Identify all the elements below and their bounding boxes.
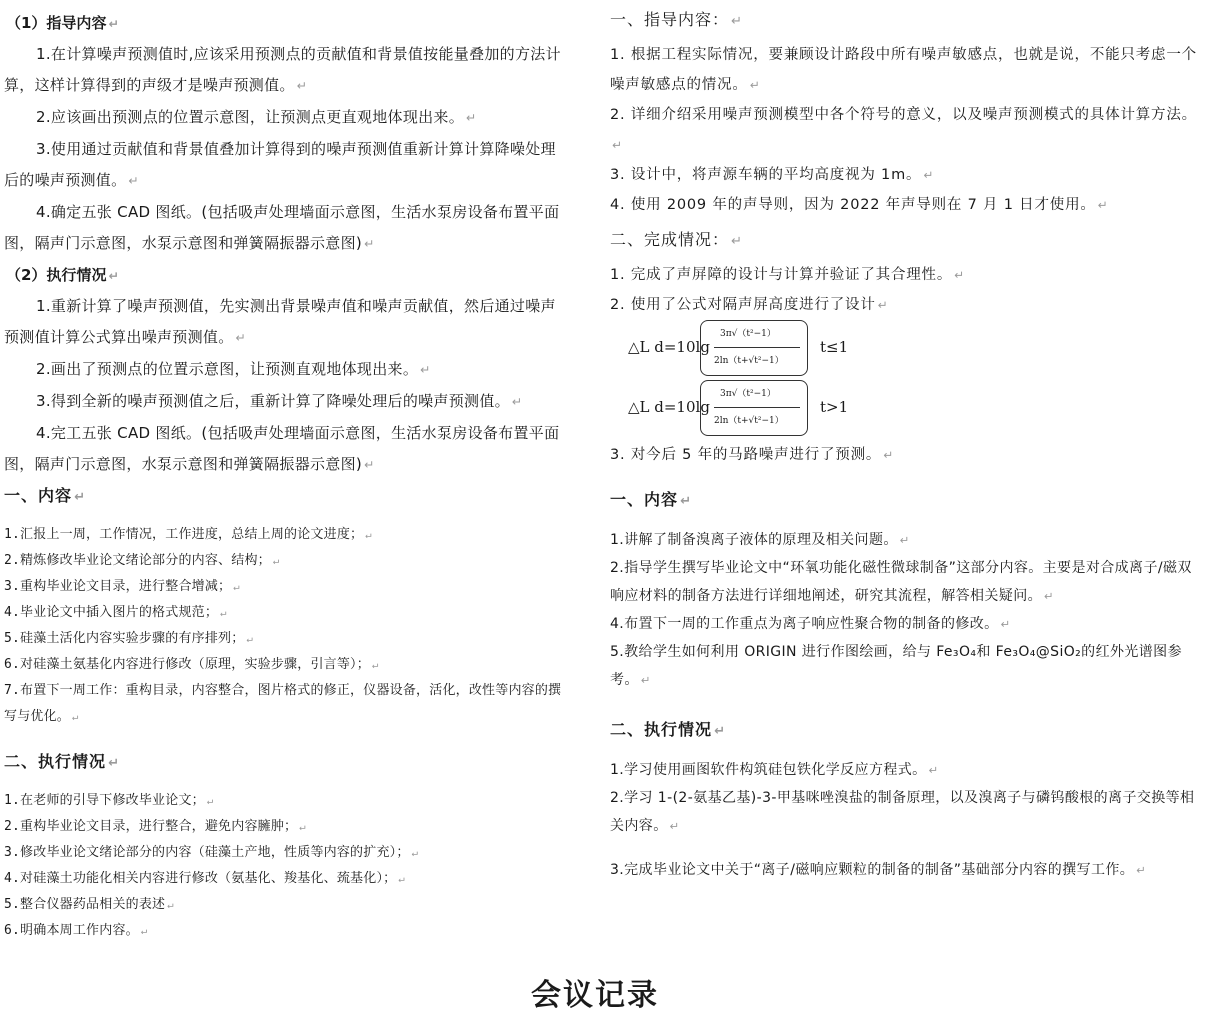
- paragraph-mark: ↵: [714, 724, 726, 739]
- meeting-panel-diatomite: [4, 482, 574, 944]
- list-item: 4.完工五张 CAD 图纸。(包括吸声处理墙面示意图，生活水泵房设备布置平面图，隔声门示意图，水泵示意图和弹簧隔振器示意图) ↵: [4, 424, 560, 473]
- section-heading: 二、执行情况 ↵: [4, 752, 120, 771]
- list-item: 4.对硅藻土功能化相关内容进行修改（氨基化、羧基化、巯基化）； ↵: [4, 871, 405, 886]
- fraction-bar: [714, 407, 800, 408]
- list-item: 4.确定五张 CAD 图纸。(包括吸声处理墙面示意图，生活水泵房设备布置平面图，隔声门示意图，水泵示意图和弹簧隔振器示意图) ↵: [4, 203, 560, 252]
- section-heading: 一、内容 ↵: [610, 490, 692, 509]
- paragraph-mark: ↵: [108, 17, 119, 31]
- list-item: 3. 对今后 5 年的马路噪声进行了预测。 ↵: [610, 447, 894, 463]
- paragraph-mark: ↵: [923, 168, 935, 182]
- guidance-panel-barrier: [610, 6, 1200, 470]
- paragraph-mark: ↵: [246, 632, 254, 645]
- list-item: 2.指导学生撰写毕业论文中“环氧功能化磁性微球制备”这部分内容。主要是对合成离子/磁双响应材料的制备方法进行详细地阐述，研究其流程，解答相关疑问。 ↵: [610, 560, 1192, 604]
- paragraph-mark: ↵: [371, 658, 379, 671]
- paragraph-mark: ↵: [235, 331, 247, 345]
- list-item: 1. 完成了声屏障的设计与计算并验证了其合理性。 ↵: [610, 267, 965, 283]
- list-item: 5.硅藻土活化内容实验步骤的有序排列； ↵: [4, 631, 254, 646]
- paragraph-mark: ↵: [877, 298, 889, 312]
- paragraph-mark: ↵: [420, 363, 431, 377]
- list-item: 2.学习 1-(2-氨基乙基)-3-甲基咪唑溴盐的制备原理，以及溴离子与磷钨酸根的离子交换等相关内容。 ↵: [610, 790, 1195, 834]
- list-item: 2.重构毕业论文目录，进行整合，避免内容臃肿； ↵: [4, 819, 306, 834]
- paragraph-mark: ↵: [928, 763, 939, 777]
- list-item: 5.教给学生如何利用 ORIGIN 进行作图绘画，给与 Fe₃O₄和 Fe₃O₄@SiO₂的红外光谱图参考。 ↵: [610, 644, 1182, 688]
- paragraph-mark: ↵: [511, 395, 523, 409]
- paragraph-mark: ↵: [1044, 589, 1055, 603]
- list-item: 3.使用通过贡献值和背景值叠加计算得到的噪声预测值重新计算计算降噪处理后的噪声预测值。 ↵: [4, 140, 556, 189]
- paragraph-mark: ↵: [731, 14, 743, 29]
- section-heading: 一、指导内容： ↵: [610, 10, 743, 29]
- paragraph-mark: ↵: [466, 111, 477, 125]
- paragraph-mark: ↵: [364, 458, 375, 472]
- formula-numerator: 3π√（t²−1）: [720, 389, 776, 399]
- list-item: 6.对硅藻土氨基化内容进行修改（原理，实验步骤，引言等）； ↵: [4, 657, 379, 672]
- list-item: 1.学习使用画图软件构筑硅包铁化学反应方程式。 ↵: [610, 762, 939, 778]
- list-item: 6.明确本周工作内容。 ↵: [4, 923, 148, 938]
- list-item: 2.应该画出预测点的位置示意图，让预测点更直观地体现出来。 ↵: [36, 108, 477, 126]
- paragraph-mark: ↵: [1000, 617, 1011, 631]
- meeting-panel-ionic-liquid: [610, 486, 1202, 884]
- list-item: 2. 使用了公式对隔声屏高度进行了设计 ↵: [610, 297, 889, 313]
- paragraph-mark: ↵: [167, 898, 174, 911]
- formula-lhs: △L d=10lg: [628, 398, 710, 416]
- paragraph-mark: ↵: [299, 820, 306, 833]
- section-heading: （1）指导内容 ↵: [6, 14, 119, 32]
- spacer: [610, 840, 1202, 856]
- paragraph-mark: ↵: [206, 794, 214, 807]
- list-item: 4.毕业论文中插入图片的格式规范； ↵: [4, 605, 227, 620]
- paragraph-mark: ↵: [108, 269, 119, 283]
- formula-numerator: 3π√（t²−1）: [720, 329, 776, 339]
- paragraph-mark: ↵: [365, 528, 372, 541]
- formula-denominator: 2ln（t+√t²−1）: [714, 416, 784, 426]
- paragraph-mark: ↵: [749, 78, 761, 92]
- list-item: 3.完成毕业论文中关于“离子/磁响应颗粒的制备的制备”基础部分内容的撰写工作。 ↵: [610, 862, 1147, 878]
- formula-denominator: 2ln（t+√t²−1）: [714, 356, 784, 366]
- list-item: 1.在计算噪声预测值时,应该采用预测点的贡献值和背景值按能量叠加的方法计算，这样计算得到的声级才是噪声预测值。 ↵: [4, 45, 561, 94]
- paragraph-mark: ↵: [669, 819, 680, 833]
- paragraph-mark: ↵: [411, 846, 419, 859]
- list-item: 2.画出了预测点的位置示意图，让预测直观地体现出来。 ↵: [36, 360, 431, 378]
- list-item: 4.布置下一周的工作重点为离子响应性聚合物的制备的修改。 ↵: [610, 616, 1011, 632]
- guidance-panel-noise: [4, 8, 564, 481]
- list-item: 1. 根据工程实际情况，要兼顾设计路段中所有噪声敏感点，也就是说，不能只考虑一个噪声敏感点的情况。 ↵: [610, 47, 1197, 93]
- paragraph-mark: ↵: [74, 490, 86, 505]
- section-heading: 二、完成情况： ↵: [610, 230, 743, 249]
- list-item: 1.在老师的引导下修改毕业论文； ↵: [4, 793, 214, 808]
- paragraph-mark: ↵: [272, 554, 280, 567]
- paragraph-mark: ↵: [1097, 198, 1109, 212]
- formula-lhs: △L d=10lg: [628, 338, 710, 356]
- paragraph-mark: ↵: [296, 79, 308, 93]
- paragraph-mark: ↵: [398, 872, 405, 885]
- list-item: 4. 使用 2009 年的声导则，因为 2022 年声导则在 7 月 1 日才使用。 ↵: [610, 197, 1109, 213]
- paragraph-mark: ↵: [220, 606, 227, 619]
- formula-condition: t≤1: [820, 338, 849, 356]
- paragraph-mark: ↵: [612, 138, 623, 152]
- formula-condition: t>1: [820, 398, 849, 416]
- list-item: 2.精炼修改毕业论文绪论部分的内容、结构； ↵: [4, 553, 280, 568]
- paragraph-mark: ↵: [364, 237, 375, 251]
- paragraph-mark: ↵: [72, 710, 79, 723]
- list-item: 7.布置下一周工作：重构目录，内容整合，图片格式的修正，仪器设备，活化，改性等内容的撰写与优化。 ↵: [4, 683, 562, 724]
- section-heading: （2）执行情况 ↵: [6, 266, 119, 284]
- formula-barrier-t-le-1: [628, 320, 1200, 380]
- section-heading: 一、内容 ↵: [4, 486, 86, 505]
- paragraph-mark: ↵: [128, 174, 140, 188]
- list-item: 3.得到全新的噪声预测值之后，重新计算了降噪处理后的噪声预测值。 ↵: [36, 392, 523, 410]
- list-item: 3. 设计中，将声源车辆的平均高度视为 1m。 ↵: [610, 167, 935, 183]
- list-item: 3.重构毕业论文目录，进行整合增减； ↵: [4, 579, 240, 594]
- paragraph-mark: ↵: [108, 756, 120, 771]
- paragraph-mark: ↵: [1136, 863, 1147, 877]
- paragraph-mark: ↵: [640, 673, 651, 687]
- paragraph-mark: ↵: [899, 533, 910, 547]
- paragraph-mark: ↵: [954, 268, 965, 282]
- list-item: 3.修改毕业论文绪论部分的内容（硅藻土产地，性质等内容的扩充）； ↵: [4, 845, 419, 860]
- paragraph-mark: ↵: [140, 924, 148, 937]
- list-item: 2. 详细介绍采用噪声预测模型中各个符号的意义，以及噪声预测模式的具体计算方法。↵: [610, 107, 1197, 152]
- list-item: 1.汇报上一周，工作情况，工作进度，总结上周的论文进度； ↵: [4, 527, 372, 542]
- list-item: 1.讲解了制备溴离子液体的原理及相关问题。 ↵: [610, 532, 910, 548]
- paragraph-mark: ↵: [680, 494, 692, 509]
- paragraph-mark: ↵: [731, 234, 743, 249]
- paragraph-mark: ↵: [233, 580, 240, 593]
- fraction-bar: [714, 347, 800, 348]
- list-item: 1.重新计算了噪声预测值，先实测出背景噪声值和噪声贡献值，然后通过噪声预测值计算公式算出噪声预测值。 ↵: [4, 297, 556, 346]
- formula-barrier-t-gt-1: [628, 380, 1200, 440]
- list-item: 5.整合仪器药品相关的表述 ↵: [4, 897, 174, 912]
- caption-title: 会议记录: [531, 978, 659, 1013]
- section-heading: 二、执行情况 ↵: [610, 720, 726, 739]
- paragraph-mark: ↵: [883, 448, 894, 462]
